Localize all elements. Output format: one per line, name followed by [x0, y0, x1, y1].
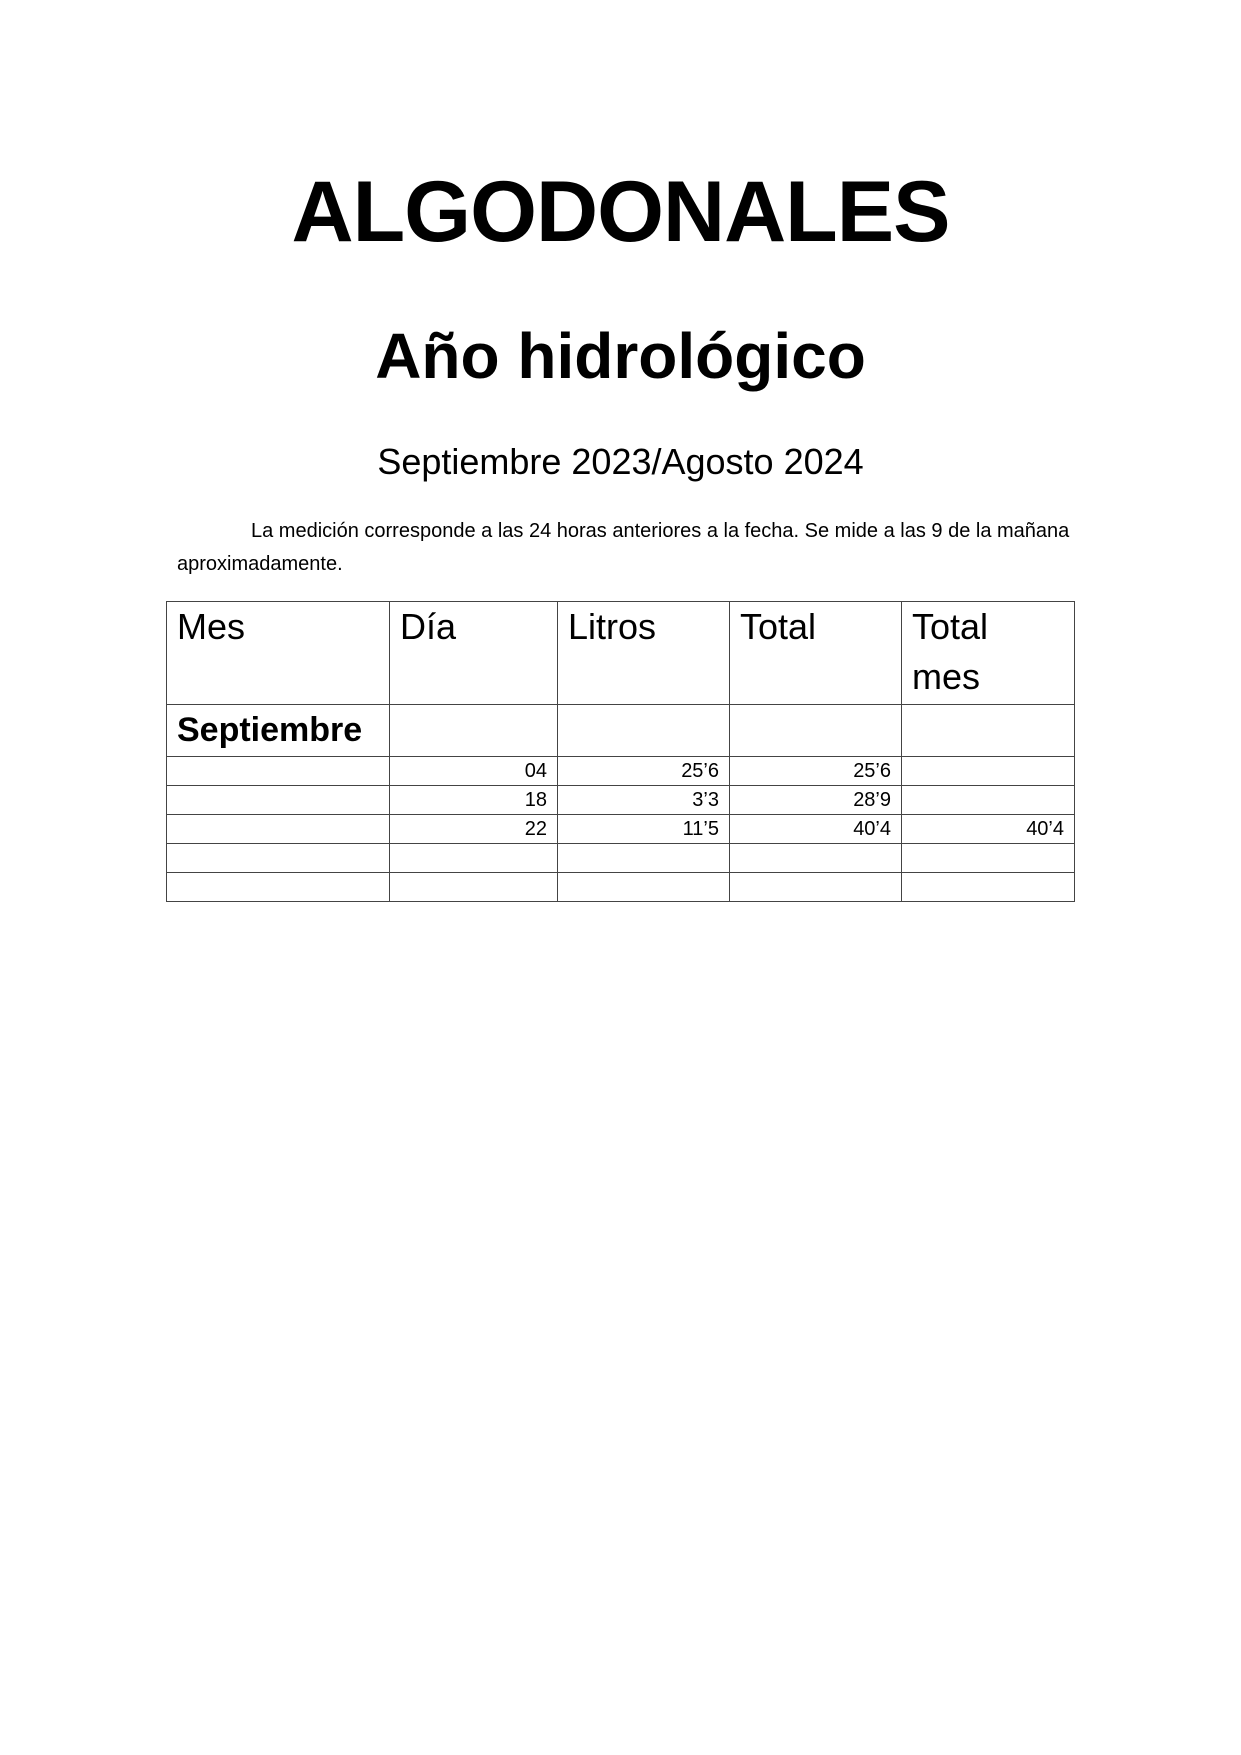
cell-dia: 22: [390, 815, 558, 844]
cell-dia: 04: [390, 757, 558, 786]
table-row: [167, 844, 1075, 873]
month-row: [167, 705, 1075, 757]
cell-litros: 3’3: [558, 786, 730, 815]
cell-total-mes: [902, 844, 1075, 873]
table-row: [167, 873, 1075, 902]
cell-litros: [558, 844, 730, 873]
cell-total: 25’6: [730, 757, 902, 786]
cell-mes: [167, 815, 390, 844]
document-title: ALGODONALES: [291, 164, 950, 260]
month-cell-empty: [558, 705, 730, 757]
header-total-mes: Total mes: [902, 602, 1075, 705]
cell-total: 28’9: [730, 786, 902, 815]
cell-total: [730, 873, 902, 902]
month-cell-empty: [390, 705, 558, 757]
cell-mes: [167, 844, 390, 873]
cell-dia: [390, 844, 558, 873]
table-row: [167, 757, 1075, 786]
cell-litros: 11’5: [558, 815, 730, 844]
cell-dia: [390, 873, 558, 902]
cell-total-mes: [902, 873, 1075, 902]
table-row: [167, 786, 1075, 815]
cell-litros: [558, 873, 730, 902]
header-total: Total: [730, 602, 902, 705]
rainfall-table: [166, 601, 1075, 902]
period-heading: Septiembre 2023/Agosto 2024: [377, 441, 864, 482]
table-header-row: [167, 602, 1075, 705]
cell-mes: [167, 873, 390, 902]
header-mes: Mes: [167, 602, 390, 705]
document-subtitle: Año hidrológico: [375, 320, 866, 392]
cell-total-mes: [902, 757, 1075, 786]
month-cell-empty: [730, 705, 902, 757]
cell-total-mes: [902, 786, 1075, 815]
cell-mes: [167, 786, 390, 815]
month-label: Septiembre: [167, 705, 390, 757]
table-row: [167, 815, 1075, 844]
month-cell-empty: [902, 705, 1075, 757]
cell-dia: 18: [390, 786, 558, 815]
cell-mes: [167, 757, 390, 786]
cell-total: 40’4: [730, 815, 902, 844]
cell-litros: 25’6: [558, 757, 730, 786]
header-litros: Litros: [558, 602, 730, 705]
cell-total-mes: 40’4: [902, 815, 1075, 844]
cell-total: [730, 844, 902, 873]
header-dia: Día: [390, 602, 558, 705]
measurement-note: La medición corresponde a las 24 horas anteriores a la fecha. Se mide a las 9 de la mañana aproximadamente.: [177, 520, 1070, 575]
